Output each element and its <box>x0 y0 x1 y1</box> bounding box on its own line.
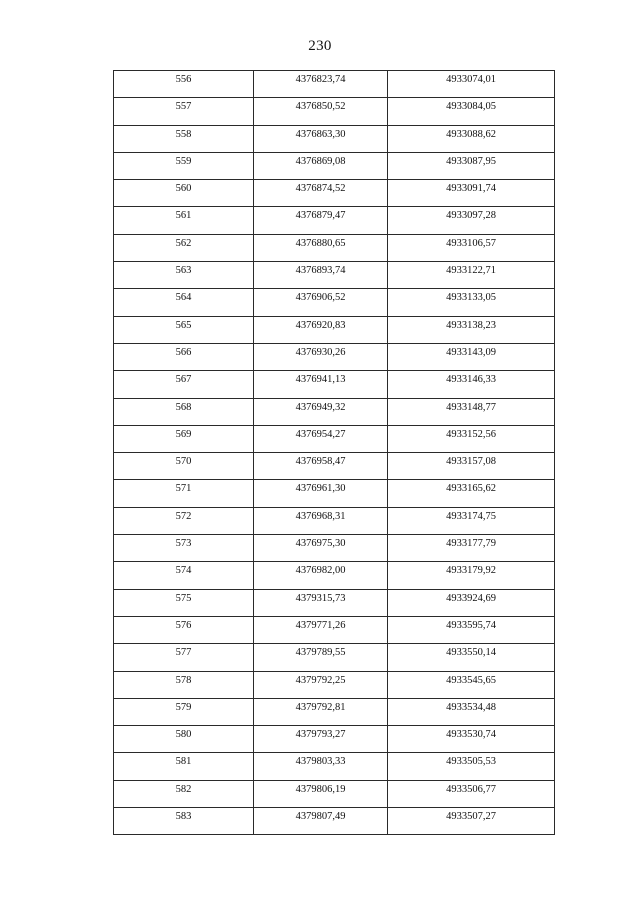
cell-text: 4933146,33 <box>446 374 496 386</box>
point-number-cell <box>114 316 254 343</box>
x-coordinate-cell <box>254 780 388 807</box>
table-row <box>114 562 555 589</box>
y-coordinate-cell <box>388 644 555 671</box>
cell-text: 4933106,57 <box>446 237 496 249</box>
point-number-cell <box>114 480 254 507</box>
cell-text: 4376941,13 <box>295 374 346 386</box>
x-coordinate-cell <box>254 398 388 425</box>
cell-text: 582 <box>175 783 192 795</box>
y-coordinate-cell <box>388 234 555 261</box>
cell-text: 4933530,74 <box>446 729 496 741</box>
table-row <box>114 180 555 207</box>
cell-text: 4376906,52 <box>295 292 346 304</box>
cell-text: 557 <box>175 101 192 113</box>
point-number-cell <box>114 262 254 289</box>
point-number-cell <box>114 698 254 725</box>
point-number-cell <box>114 371 254 398</box>
point-number-cell <box>114 234 254 261</box>
y-coordinate-cell <box>388 71 555 98</box>
point-number-cell <box>114 398 254 425</box>
cell-text: 4933595,74 <box>446 619 496 631</box>
table-row <box>114 589 555 616</box>
cell-text: 563 <box>175 265 192 277</box>
y-coordinate-cell <box>388 753 555 780</box>
cell-text: 4379792,81 <box>295 701 346 713</box>
table-row <box>114 398 555 425</box>
cell-text: 577 <box>175 647 192 659</box>
cell-text: 4376869,08 <box>295 155 346 167</box>
table-row <box>114 480 555 507</box>
table-row <box>114 71 555 98</box>
point-number-cell <box>114 562 254 589</box>
table-row <box>114 726 555 753</box>
cell-text: 579 <box>175 701 192 713</box>
y-coordinate-cell <box>388 207 555 234</box>
table-row <box>114 234 555 261</box>
y-coordinate-cell <box>388 98 555 125</box>
y-coordinate-cell <box>388 453 555 480</box>
cell-text: 4376949,32 <box>295 401 346 413</box>
cell-text: 4933157,08 <box>446 456 496 468</box>
y-coordinate-cell <box>388 480 555 507</box>
y-coordinate-cell <box>388 726 555 753</box>
point-number-cell <box>114 589 254 616</box>
x-coordinate-cell <box>254 371 388 398</box>
table-row <box>114 316 555 343</box>
y-coordinate-cell <box>388 343 555 370</box>
coordinates-table <box>113 70 555 835</box>
cell-text: 556 <box>175 74 192 85</box>
cell-text: 4933122,71 <box>446 265 496 277</box>
cell-text: 4933152,56 <box>446 428 496 440</box>
cell-text: 4379771,26 <box>295 619 346 631</box>
table-row <box>114 780 555 807</box>
point-number-cell <box>114 289 254 316</box>
table-row <box>114 262 555 289</box>
point-number-cell <box>114 535 254 562</box>
table-row <box>114 152 555 179</box>
x-coordinate-cell <box>254 644 388 671</box>
y-coordinate-cell <box>388 780 555 807</box>
cell-text: 4933084,05 <box>446 101 496 113</box>
y-coordinate-cell <box>388 180 555 207</box>
cell-text: 564 <box>175 292 192 304</box>
x-coordinate-cell <box>254 698 388 725</box>
y-coordinate-cell <box>388 808 555 835</box>
y-coordinate-cell <box>388 125 555 152</box>
table-row <box>114 507 555 534</box>
cell-text: 4933074,01 <box>446 74 496 85</box>
y-coordinate-cell <box>388 398 555 425</box>
cell-text: 4376863,30 <box>295 128 346 140</box>
point-number-cell <box>114 726 254 753</box>
cell-text: 574 <box>175 565 192 577</box>
y-coordinate-cell <box>388 616 555 643</box>
x-coordinate-cell <box>254 289 388 316</box>
cell-text: 566 <box>175 346 192 358</box>
table-row <box>114 535 555 562</box>
point-number-cell <box>114 343 254 370</box>
x-coordinate-cell <box>254 808 388 835</box>
cell-text: 4933506,77 <box>446 783 496 795</box>
cell-text: 4933091,74 <box>446 183 496 195</box>
cell-text: 575 <box>175 592 192 604</box>
x-coordinate-cell <box>254 234 388 261</box>
cell-text: 4933097,28 <box>446 210 496 222</box>
cell-text: 4933545,65 <box>446 674 496 686</box>
cell-text: 561 <box>175 210 192 222</box>
y-coordinate-cell <box>388 507 555 534</box>
cell-text: 558 <box>175 128 192 140</box>
cell-text: 4933179,92 <box>446 565 496 577</box>
table-row <box>114 644 555 671</box>
x-coordinate-cell <box>254 207 388 234</box>
cell-text: 571 <box>175 483 192 495</box>
cell-text: 4376893,74 <box>295 265 346 277</box>
x-coordinate-cell <box>254 152 388 179</box>
point-number-cell <box>114 98 254 125</box>
y-coordinate-cell <box>388 262 555 289</box>
point-number-cell <box>114 71 254 98</box>
cell-text: 565 <box>175 319 192 331</box>
cell-text: 4379793,27 <box>295 729 346 741</box>
x-coordinate-cell <box>254 562 388 589</box>
table-row <box>114 343 555 370</box>
cell-text: 4376961,30 <box>295 483 346 495</box>
point-number-cell <box>114 808 254 835</box>
x-coordinate-cell <box>254 180 388 207</box>
cell-text: 581 <box>175 756 192 768</box>
cell-text: 4376968,31 <box>295 510 346 522</box>
x-coordinate-cell <box>254 671 388 698</box>
cell-text: 4933143,09 <box>446 346 496 358</box>
y-coordinate-cell <box>388 425 555 452</box>
table-row <box>114 425 555 452</box>
point-number-cell <box>114 671 254 698</box>
x-coordinate-cell <box>254 425 388 452</box>
y-coordinate-cell <box>388 562 555 589</box>
table-row <box>114 753 555 780</box>
point-number-cell <box>114 207 254 234</box>
cell-text: 567 <box>175 374 192 386</box>
cell-text: 583 <box>175 811 192 823</box>
table-row <box>114 125 555 152</box>
cell-text: 576 <box>175 619 192 631</box>
x-coordinate-cell <box>254 262 388 289</box>
x-coordinate-cell <box>254 753 388 780</box>
cell-text: 580 <box>175 729 192 741</box>
cell-text: 4933507,27 <box>446 811 496 823</box>
point-number-cell <box>114 780 254 807</box>
cell-text: 4379807,49 <box>295 811 346 823</box>
cell-text: 559 <box>175 155 192 167</box>
cell-text: 4933534,48 <box>446 701 496 713</box>
cell-text: 4379792,25 <box>295 674 346 686</box>
point-number-cell <box>114 180 254 207</box>
cell-text: 562 <box>175 237 192 249</box>
cell-text: 4376975,30 <box>295 538 346 550</box>
point-number-cell <box>114 507 254 534</box>
table-row <box>114 698 555 725</box>
cell-text: 570 <box>175 456 192 468</box>
cell-text: 4379806,19 <box>295 783 346 795</box>
cell-text: 4933165,62 <box>446 483 496 495</box>
x-coordinate-cell <box>254 507 388 534</box>
cell-text: 568 <box>175 401 192 413</box>
y-coordinate-cell <box>388 698 555 725</box>
y-coordinate-cell <box>388 371 555 398</box>
cell-text: 4379803,33 <box>295 756 346 768</box>
y-coordinate-cell <box>388 589 555 616</box>
table-row <box>114 289 555 316</box>
coordinates-table-body <box>114 71 555 835</box>
x-coordinate-cell <box>254 480 388 507</box>
cell-text: 4933177,79 <box>446 538 496 550</box>
cell-text: 4933133,05 <box>446 292 496 304</box>
x-coordinate-cell <box>254 589 388 616</box>
cell-text: 4933924,69 <box>446 592 496 604</box>
point-number-cell <box>114 753 254 780</box>
y-coordinate-cell <box>388 671 555 698</box>
page-number: 230 <box>308 38 332 54</box>
x-coordinate-cell <box>254 726 388 753</box>
point-number-cell <box>114 644 254 671</box>
cell-text: 4933138,23 <box>446 319 496 331</box>
cell-text: 4376982,00 <box>295 565 346 577</box>
x-coordinate-cell <box>254 98 388 125</box>
cell-text: 4376930,26 <box>295 346 346 358</box>
x-coordinate-cell <box>254 125 388 152</box>
cell-text: 4379789,55 <box>295 647 346 659</box>
x-coordinate-cell <box>254 616 388 643</box>
table-row <box>114 616 555 643</box>
x-coordinate-cell <box>254 535 388 562</box>
table-row <box>114 98 555 125</box>
y-coordinate-cell <box>388 316 555 343</box>
cell-text: 560 <box>175 183 192 195</box>
y-coordinate-cell <box>388 289 555 316</box>
x-coordinate-cell <box>254 343 388 370</box>
cell-text: 573 <box>175 538 192 550</box>
table-row <box>114 453 555 480</box>
y-coordinate-cell <box>388 152 555 179</box>
point-number-cell <box>114 425 254 452</box>
point-number-cell <box>114 125 254 152</box>
cell-text: 4376954,27 <box>295 428 346 440</box>
cell-text: 4376850,52 <box>295 101 346 113</box>
cell-text: 4933088,62 <box>446 128 496 140</box>
point-number-cell <box>114 152 254 179</box>
cell-text: 4376920,83 <box>295 319 346 331</box>
x-coordinate-cell <box>254 316 388 343</box>
cell-text: 4376880,65 <box>295 237 346 249</box>
cell-text: 4933148,77 <box>446 401 496 413</box>
cell-text: 4933087,95 <box>446 155 496 167</box>
table-row <box>114 808 555 835</box>
cell-text: 4933505,53 <box>446 756 496 768</box>
x-coordinate-cell <box>254 453 388 480</box>
cell-text: 4933174,75 <box>446 510 496 522</box>
point-number-cell <box>114 616 254 643</box>
x-coordinate-cell <box>254 71 388 98</box>
cell-text: 4376958,47 <box>295 456 346 468</box>
table-row <box>114 207 555 234</box>
table-row <box>114 671 555 698</box>
cell-text: 4933550,14 <box>446 647 496 659</box>
cell-text: 572 <box>175 510 192 522</box>
cell-text: 4379315,73 <box>295 592 346 604</box>
y-coordinate-cell <box>388 535 555 562</box>
cell-text: 4376879,47 <box>295 210 346 222</box>
cell-text: 569 <box>175 428 192 440</box>
point-number-cell <box>114 453 254 480</box>
cell-text: 4376823,74 <box>295 74 346 85</box>
cell-text: 578 <box>175 674 192 686</box>
cell-text: 4376874,52 <box>295 183 346 195</box>
table-row <box>114 371 555 398</box>
